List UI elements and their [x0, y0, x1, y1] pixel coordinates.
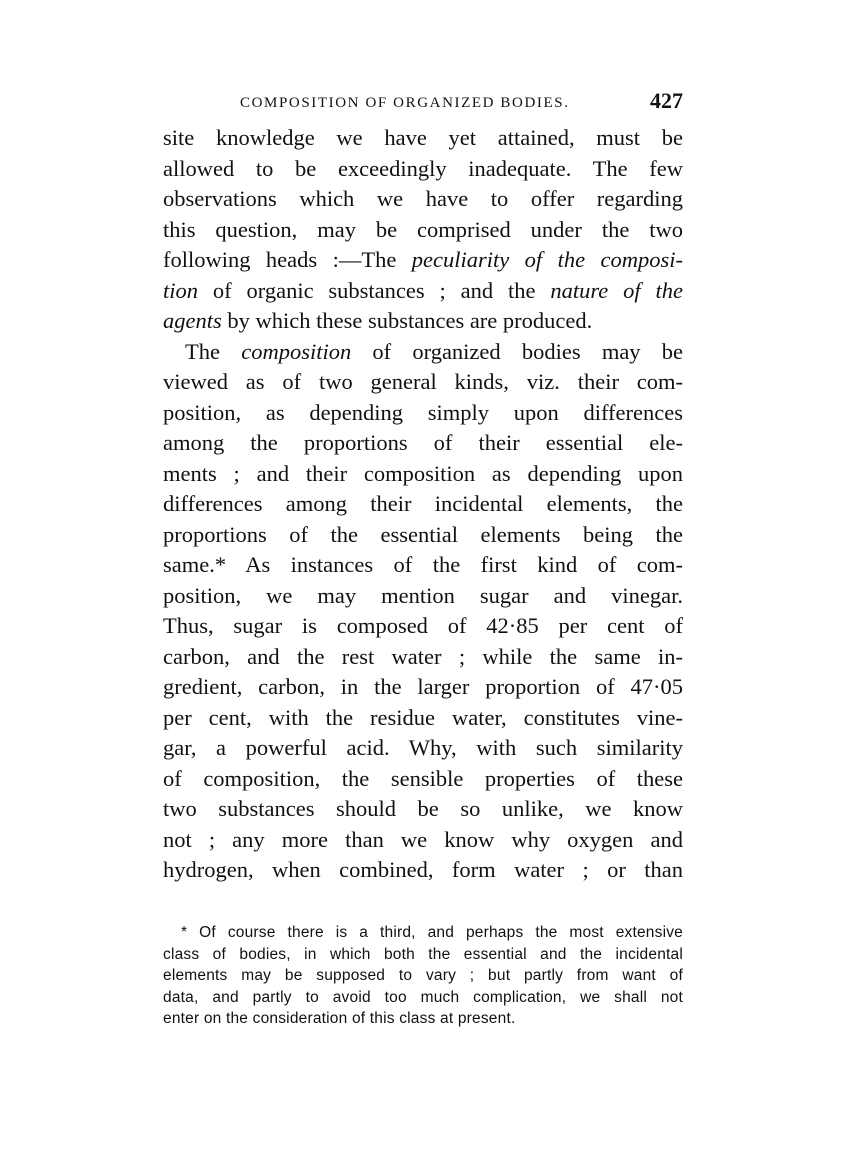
footnote: [163, 922, 683, 1030]
text-line: allowed to be exceedingly inadequate. The few: [163, 155, 683, 181]
footnote-line: elements may be supposed to vary ; but partly from want of: [163, 967, 683, 985]
footnote-line: * Of course there is a third, and perhaps the most extensive: [181, 924, 683, 941]
text-line: proportions of the essential elements being the: [163, 521, 683, 547]
text-run: following heads :—The: [163, 247, 412, 272]
text-run: of organic substances ; and the: [198, 277, 551, 303]
text-line: this question, may be comprised under the two: [163, 216, 683, 242]
text-line: [163, 306, 683, 337]
italic-run: agents: [163, 308, 222, 333]
text-line: position, as depending simply upon differences: [163, 399, 683, 425]
text-line: not ; any more than we know why oxygen and: [163, 826, 683, 852]
text-line: gar, a powerful acid. Why, with such similarity: [163, 735, 683, 760]
footnote-line: class of bodies, in which both the essential and the incidental: [163, 945, 683, 963]
text-run: of organized bodies may be: [351, 338, 684, 364]
text-line: position, we may mention sugar and vinegar.: [163, 582, 683, 608]
italic-run: nature of the: [550, 277, 683, 303]
text-line: differences among their incidental elements, the: [163, 491, 683, 516]
text-line: of composition, the sensible properties of these: [163, 765, 683, 791]
text-line: per cent, with the residue water, constitutes vine-: [163, 704, 683, 730]
text-run: by which these substances are produced.: [221, 308, 593, 333]
page-number: 427: [650, 88, 683, 113]
text-line: site knowledge we have yet attained, must be: [163, 125, 683, 150]
footnote-line: data, and partly to avoid too much complication, we shall not: [163, 988, 683, 1006]
text-line: gredient, carbon, in the larger proportion of 47·05: [163, 674, 683, 699]
italic-run: tion: [163, 277, 199, 303]
text-line: Thus, sugar is composed of 42·85 per cent of: [163, 613, 683, 638]
text-line: observations which we have to offer regarding: [163, 186, 683, 211]
body-text: [163, 123, 683, 886]
text-line: [163, 245, 683, 276]
text-line: viewed as of two general kinds, viz. their com-: [163, 369, 683, 394]
italic-run: composition: [241, 338, 352, 364]
text-line: carbon, and the rest water ; while the same in-: [163, 643, 683, 669]
running-title: COMPOSITION OF ORGANIZED BODIES.: [240, 95, 570, 111]
page-header: [163, 86, 683, 120]
text-line: two substances should be so unlike, we know: [163, 796, 683, 821]
footnote-line: enter on the consideration of this class at present.: [163, 1010, 516, 1028]
italic-run: peculiarity of the composi-: [411, 247, 683, 272]
text-line: [163, 276, 683, 307]
text-line: hydrogen, when combined, form water ; or than: [163, 857, 683, 882]
text-line: ments ; and their composition as depending upon: [163, 460, 683, 486]
text-line: same.* As instances of the first kind of com-: [163, 552, 683, 577]
text-line: among the proportions of their essential ele-: [163, 430, 683, 455]
text-run: The: [185, 338, 242, 364]
text-line: [163, 337, 683, 368]
